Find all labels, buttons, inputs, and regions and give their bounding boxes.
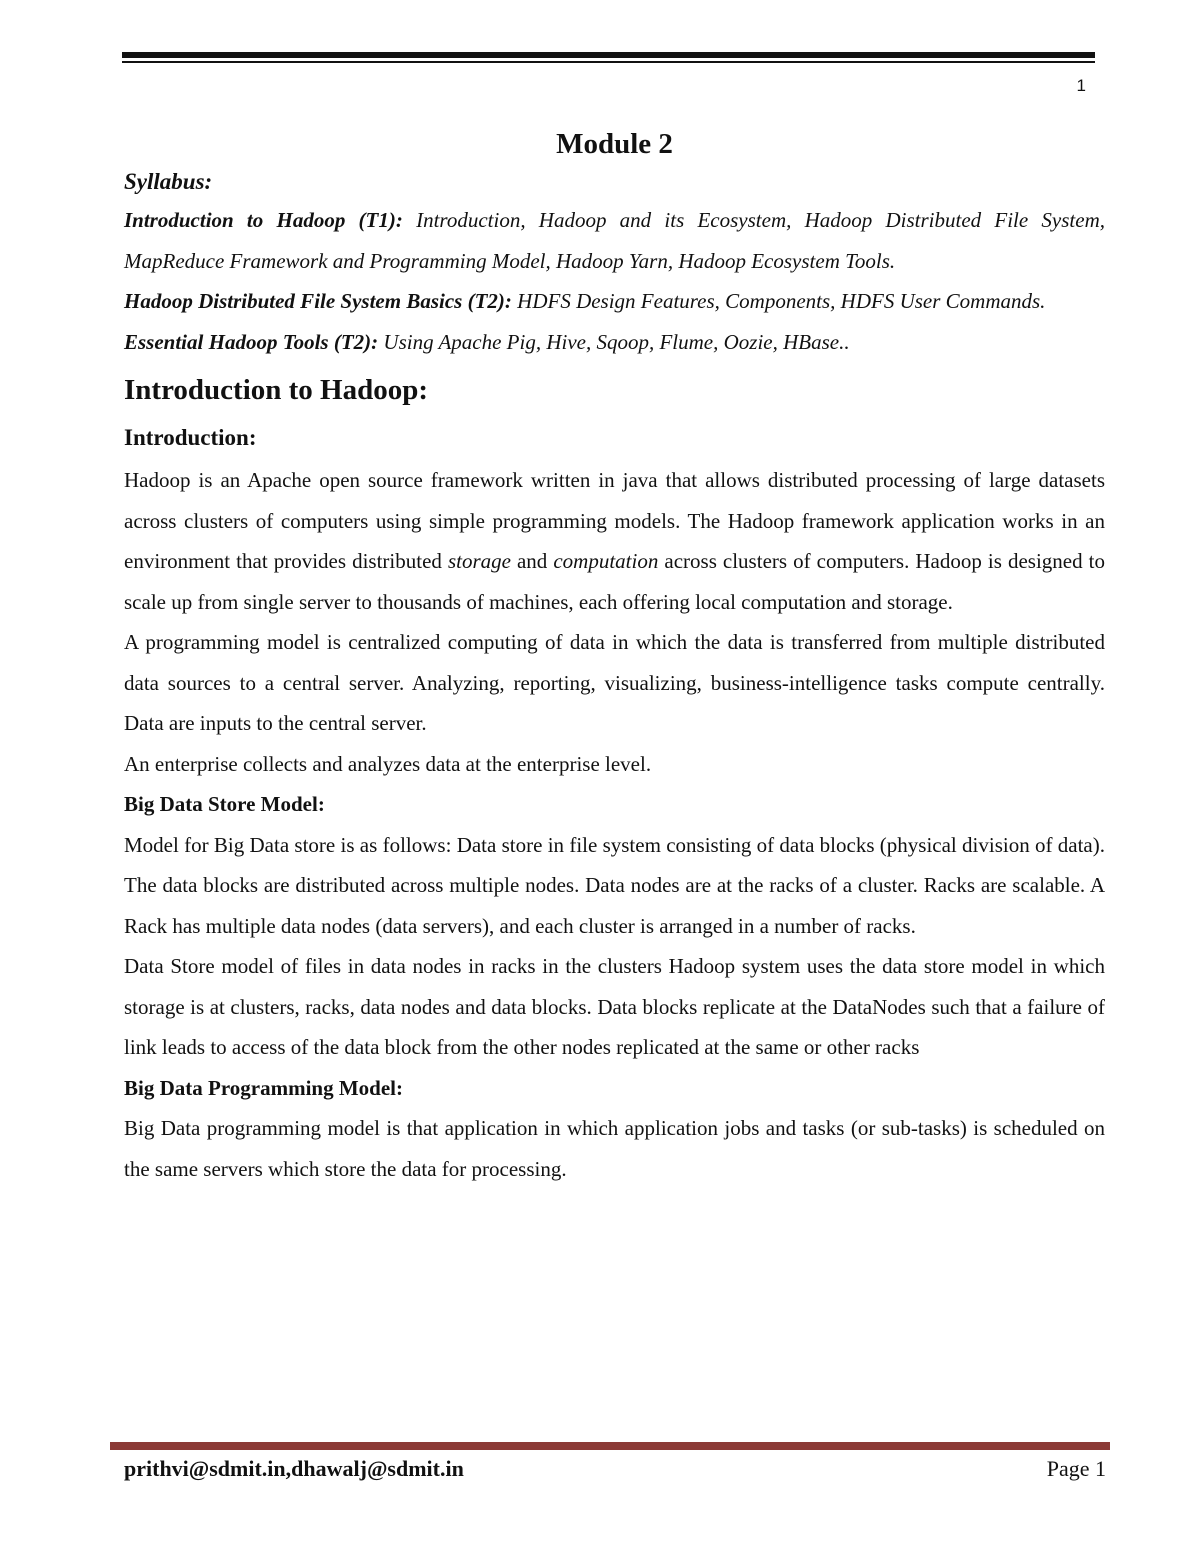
footer-rule <box>110 1442 1110 1450</box>
syllabus-item-1 <box>124 200 1105 281</box>
syllabus-item-3 <box>124 322 1105 363</box>
text-run: across clusters of computers. Hadoop is designed to scale up from single server to thousands of machines, each offering local computation and storage. <box>124 549 1105 614</box>
intro-paragraph-1 <box>124 460 1105 622</box>
intro-paragraph-2: A programming model is centralized computing of data in which the data is transferred from multiple distributed data sources to a central server. Analyzing, reporting, visualizing, business-intelligence tasks compute centrally. Data are inputs to the central server. <box>124 630 1105 735</box>
syllabus-item-head: Essential Hadoop Tools (T2): <box>124 329 379 354</box>
syllabus-item-head: Introduction to Hadoop (T1): <box>124 208 403 232</box>
programming-model-paragraph: Big Data programming model is that application in which application jobs and tasks (or sub-tasks) is scheduled on the same servers which store the data for processing. <box>124 1116 1105 1181</box>
section-title: Introduction to Hadoop: <box>124 374 429 406</box>
module-title: Module 2 <box>556 128 673 160</box>
header-page-number: 1 <box>1076 76 1086 95</box>
document-body <box>124 118 1105 1189</box>
syllabus-item-body: Introduction, Hadoop and its Ecosystem, Hadoop Distributed File System, MapReduce Framework and Programming Model, Hadoop Yarn, Hadoop Ecosystem Tools. <box>124 208 1105 273</box>
syllabus-item-body: Using Apache Pig, Hive, Sqoop, Flume, Oozie, HBase.. <box>378 329 850 354</box>
footer-email: prithvi@sdmit.in,dhawalj@sdmit.in <box>124 1456 464 1481</box>
text-run: Hadoop is an Apache open source framework written in java that allows distributed processing of large datasets across clusters of computers using simple programming models. The Hadoop framework application works in an environment that provides distributed <box>124 468 1105 573</box>
programming-model-heading: Big Data Programming Model: <box>124 1075 403 1100</box>
text-run: and <box>510 549 554 573</box>
syllabus-item-2 <box>124 281 1105 322</box>
syllabus-block <box>124 164 1105 362</box>
intro-paragraph-3: An enterprise collects and analyzes data at the enterprise level. <box>124 751 652 776</box>
header-rule-thin <box>122 61 1095 63</box>
store-model-heading: Big Data Store Model: <box>124 792 325 816</box>
footer-page-label: Page 1 <box>1046 1456 1106 1481</box>
header-rule-thick <box>122 52 1095 58</box>
syllabus-item-body: HDFS Design Features, Components, HDFS User Commands. <box>511 289 1046 313</box>
store-model-paragraph-1: Model for Big Data store is as follows: Data store in file system consisting of data blocks (physical division of data). The data blocks are distributed across multiple nodes. Data nodes are at the racks of a cluster. Racks are scalable. A Rack has multiple data nodes (data servers), and each cluster is arranged in a number of racks. <box>124 832 1105 938</box>
subsection-title: Introduction: <box>124 425 257 450</box>
syllabus-item-head: Hadoop Distributed File System Basics (T2): <box>124 289 512 313</box>
syllabus-label: Syllabus: <box>124 169 213 194</box>
emphasis-computation: computation <box>553 549 659 573</box>
store-model-paragraph-2: Data Store model of files in data nodes in racks in the clusters Hadoop system uses the data store model in which storage is at clusters, racks, data nodes and data blocks. Data blocks replicate at the DataNodes such that a failure of link leads to access of the data block from the other nodes replicated at the same or other racks <box>124 954 1105 1059</box>
emphasis-storage: storage <box>447 549 511 573</box>
